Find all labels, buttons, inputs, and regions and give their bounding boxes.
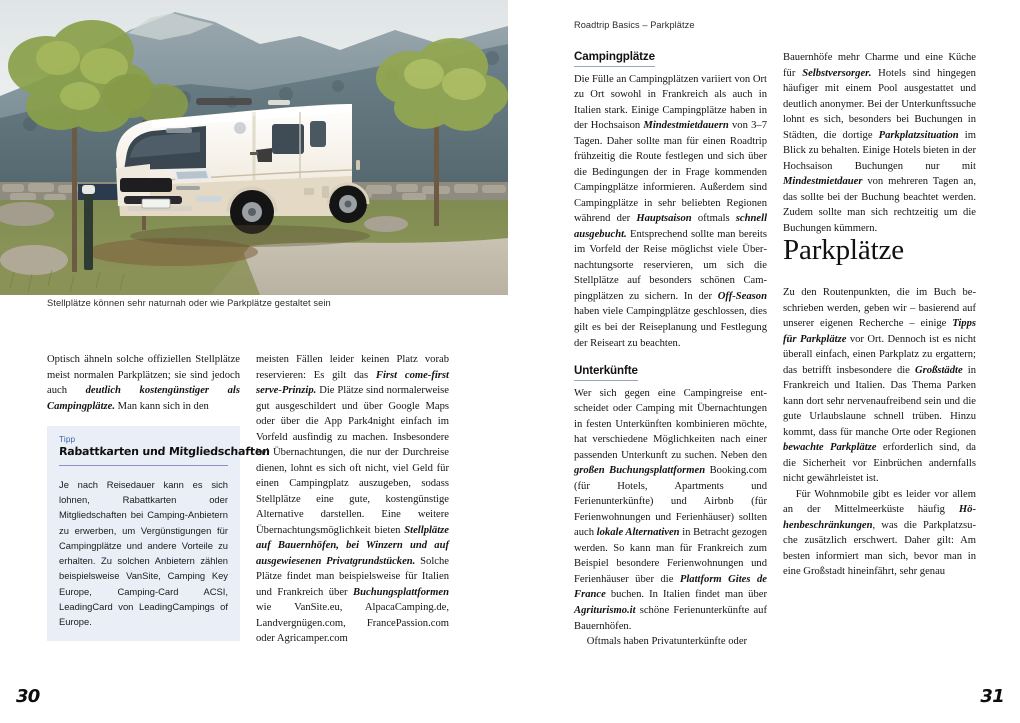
text-run: Bauernhöfe mehr Charme und eine Küche für <box>783 52 976 79</box>
paragraph <box>783 487 976 580</box>
text-run: Booking.com (für Hotels, Apartments und Ferienunterkünfte) und Airbnb (für Ferienwohnungen und Ferienhäuser) sollten auch <box>574 465 767 539</box>
text-run: Entsprechend sollte man bereits im Vorfeld der Reise möglichst viele Übernachtungsorte reservieren, um sich die Stellplätze auf besonders schönen Campingplätzen zu sichern. In der <box>574 228 767 302</box>
text-run: buchen. In Italien findet man über <box>605 589 767 601</box>
tip-divider <box>59 465 228 466</box>
tip-title: Rabattkarten und Mitgliedschaften <box>58 445 271 458</box>
tip-body: Je nach Reisedauer kann es sich lohnen, Rabattkarten oder Mitgliedschaften bei Camping-Anbietern zu erwerben, um Vergünstigungen für Campingplätze und andere Vorteile zu erhalten. Zu solchen Anbietern zählen beispielsweise VanSite, Camping Key Europe, Camping-Card ACSI, LeadingCard von LeadingCampings of Europe. <box>59 479 228 628</box>
paragraph <box>783 285 976 487</box>
tip-kicker: Tipp <box>59 435 76 444</box>
emphasis-run: schnell ausgebucht. <box>574 213 768 240</box>
text-run: Oftmals haben Privatunterkünfte oder <box>586 636 748 648</box>
text-run: Die Plätze sind normalerweise gut ausgeschildert und über Google Maps oder über die App Park4night einfach im Vorfeld ausfindig zu machen. Insbesondere bei Übernachtungen, die nur der Durchreise dienen, lohnt es sich oft nicht, viel Geld für einen Campingplatz auszugeben, sodass Stellplätze eine gute, kostengünstige Alternative darstellen. Eine weitere Übernachtungsmöglichkeit bieten <box>256 385 449 536</box>
right-column-2 <box>783 50 976 580</box>
emphasis-run: deutlich kostengünstiger als Campingplätze. <box>47 385 240 412</box>
text-run: Für Wohnmobile gibt es leider vor allem an der Mittelmeerküste häufig <box>783 488 976 516</box>
emphasis-run: Buchungsplattformen <box>353 586 449 598</box>
left-column-2 <box>256 352 449 647</box>
emphasis-run: Agriturismo.it <box>574 605 636 616</box>
emphasis-run: großen Buchungsplattformen <box>574 465 706 477</box>
page-number-right: 31 <box>980 686 1004 707</box>
text-run: schöne Ferienunterkünfte auf Bauernhöfen. <box>574 605 767 632</box>
emphasis-run: bewachte Parkplätze <box>783 442 877 454</box>
emphasis-run: Hauptsaison <box>636 213 692 225</box>
photo-caption: Stellplätze können sehr naturnah oder wie Parkplätze gestaltet sein <box>47 298 331 308</box>
emphasis-run: Plattform Gites de France <box>574 573 767 601</box>
text-run: Hotels sind hingegen häufiger mit einem Pool ausgestattet und deutlich anonymer. Bei der Unterkunftssuche lohnt es sich, besonders bei Buchungen in Städten, die dortige <box>783 67 976 141</box>
text-run: von mehreren Tagen an, das sollte bei der Buchung beachtet werden. Zudem sollte man sich rechtzeitig um die Buchungen kümmern. <box>783 176 976 234</box>
left-column-1 <box>47 352 240 414</box>
text-run: haben viele Campingplätze geschlossen, dies gilt es bei der Reiseplanung und Festlegung der Reiseart zu beachten. <box>574 306 767 349</box>
text-run: Die Fülle an Campingplätzen variiert von Ort zu Ort sowohl in Frankreich als auch in Italien stark. Einige Campingplätze haben in der Hochsaison <box>574 73 767 132</box>
text-run: , was die Parkplatzsuche zusätzlich erschwert. Daher gilt: Am besten informiert man sich, bevor man in eine Großstadt hineinfährt, sehr genau <box>783 519 976 578</box>
text-run: in Betracht gezogen werden. So kann man für Frankreich zum Beispiel besondere Ferienwohnungen und Ferienhäuser über die <box>574 527 767 585</box>
paragraph <box>574 386 767 634</box>
section-heading-unterkuenfte-wrap <box>574 364 767 385</box>
emphasis-run: Großstädte <box>915 364 963 376</box>
emphasis-run: Parkplatzsituation <box>878 129 959 141</box>
text-run: vor Ort. Dennoch ist es nicht überall einfach, einen Parkplatz zu ergattern; das betrifft insbesondere die <box>783 333 976 376</box>
text-run: Optisch ähneln solche offiziellen Stellplätze meist normalen Parkplätzen; sie sind jedoch auch <box>47 354 240 397</box>
section-heading-unterkuenfte: Unterkünfte <box>574 365 638 381</box>
emphasis-run: Mindestmietdauern <box>643 120 729 132</box>
paragraph <box>47 352 240 414</box>
paragraph <box>783 50 976 236</box>
emphasis-run: Mindestmietdauer <box>783 176 863 188</box>
text-run: oftmals <box>691 213 736 225</box>
emphasis-run: Off-Season <box>717 290 767 302</box>
right-column-1 <box>574 50 767 650</box>
paragraph <box>574 634 767 650</box>
emphasis-run: lokale Alternativen <box>596 527 680 539</box>
section-heading-campingplaetze: Campingplätze <box>574 51 655 67</box>
text-run: im Blick zu behalten. Einige Hotels bieten in der Hochsaison Buchungen nur mit <box>783 129 976 172</box>
page-number-left: 30 <box>16 686 40 707</box>
paragraph <box>256 352 449 647</box>
emphasis-run: Selbstversorger. <box>802 67 872 79</box>
text-run: Zu den Routenpunkten, die im Buch beschrieben werden, geben wir – basierend auf unserer eigenen Recherche – einige <box>783 287 976 330</box>
text-run: Wer sich gegen eine Campingreise entscheidet oder Camping mit Übernachtungen in festen Unterkünften kombinieren möchte, hat verschiedene Möglichkeiten nach einer passenden Unterkunft zu suchen. Neben den <box>574 387 767 461</box>
text-run: in Frankreich und Italien. Das Thema Parken kann dort sehr nervenaufreibend sein und die gute Urlaubslaune schnell trüben. Hinzu kommt, dass für manche Orte oder Regionen <box>783 364 977 438</box>
emphasis-run: Höhenbeschränkungen <box>783 504 976 531</box>
text-run: meisten Fällen leider keinen Platz vorab reservieren: Es gilt das <box>256 354 449 381</box>
emphasis-run: Tipps für Parkplätze <box>783 318 976 345</box>
paragraph <box>574 72 767 351</box>
running-head: Roadtrip Basics – Parkplätze <box>574 20 695 30</box>
emphasis-run: First come-first serve-Prinzip. <box>256 369 449 397</box>
text-run: wie VanSite.eu, AlpacaCamping.de, Landvergnügen.com, FrancePassion.com oder Agricamper.com <box>256 602 449 645</box>
text-run: erforderlich sind, da die Sicherheit vor Einbrüchen andernfalls nicht gewährleistet ist. <box>783 442 976 485</box>
campervan-photo <box>0 0 508 295</box>
text-run: Solche Plätze findet man beispielsweise für Italien und Frankreich über <box>256 555 449 598</box>
chapter-title: Parkplätze <box>783 234 904 267</box>
tip-box <box>47 426 271 641</box>
text-run: Man kann sich in den <box>115 400 209 412</box>
emphasis-run: Stellplätze auf Bauernhöfen, bei Winzern und auf ausgewiesenen Privatgrundstücken. <box>256 524 449 567</box>
text-run: von 3–7 Tagen. Daher sollte man für einen Roadtrip frühzeitig die Route festlegen und sich über die Bedingungen der in Frage kommenden Campingplätze informieren. Außerdem sind Campingplätze in sehr beliebten Regionen während der <box>574 120 767 225</box>
section-heading-campingplaetze-wrap <box>574 50 767 71</box>
